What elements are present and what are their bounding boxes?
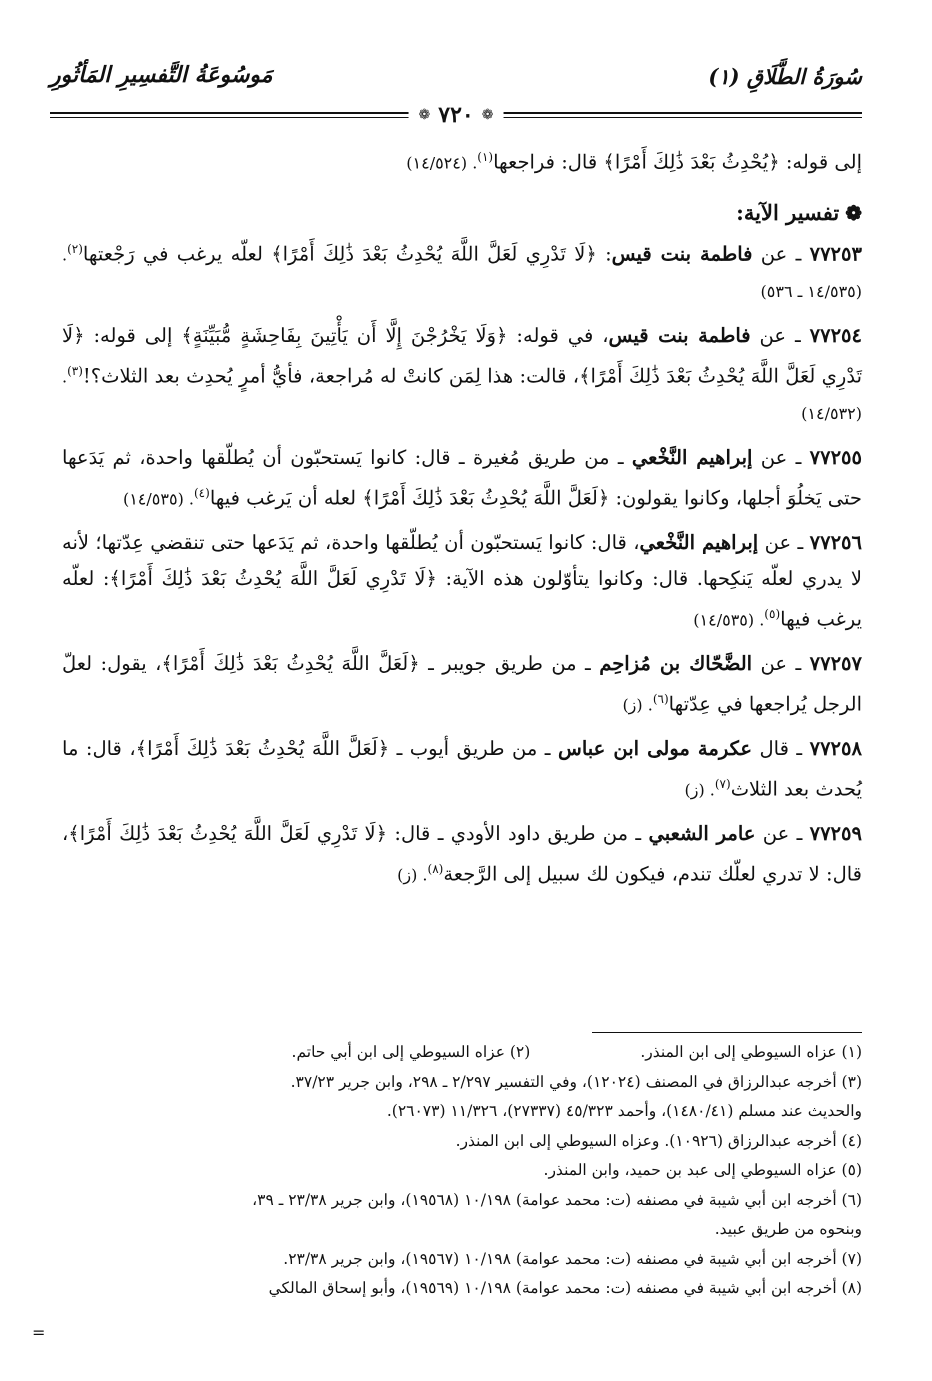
footnote-3: (٣) أخرجه عبدالرزاق في المصنف (١٢٠٢٤)، وفي التفسير ٢/٢٩٧ ـ ٢٩٨، وابن جرير ٣٧/٢٣. bbox=[290, 1072, 862, 1091]
entry-text: ، قال: كانوا يَستحبّون أن يُطلّقها واحدة، ثم يَدَعها حتى تنقضي عِدّتها؛ لأنه لا يدري لعلّه يَنكِحها. قال: وكانوا يتأوّلون هذه الآية: ﴿لَا تَدْرِي لَعَلَّ اللَّهَ يُحْدِثُ بَعْدَ ذَٰلِكَ أَمْرًا﴾: لعلّه يرغب فيها bbox=[62, 531, 862, 631]
entry-text: : ﴿لَا تَدْرِي لَعَلَّ اللَّهَ يُحْدِثُ بَعْدَ ذَٰلِكَ أَمْرًا﴾ لعلّه يرغب في رَجْعتها bbox=[82, 242, 612, 266]
footnote-8: (٨) أخرجه ابن أبي شيبة في مصنفه (ت: محمد عوامة) ١٠/١٩٨ (١٩٥٦٩)، وأبو إسحاق المالكي bbox=[268, 1279, 862, 1297]
volume-ref: . (١٤/٥٣٥) bbox=[693, 610, 765, 630]
volume-ref: . (ز) bbox=[397, 865, 428, 885]
intro-line: إلى قوله: ﴿يُحْدِثُ بَعْدَ ذَٰلِكَ أَمْرًا﴾ قال: فراجعها$^{(١)}$. (١٤/٥٢٤) bbox=[406, 150, 862, 174]
footnote-4: (٤) أخرجه عبدالرزاق (١٠٩٢٦). وعزاه السيوطي إلى ابن المنذر. bbox=[455, 1131, 862, 1150]
footnote-2: (٢) عزاه السيوطي إلى ابن أبي حاتم. bbox=[291, 1043, 531, 1061]
volume-ref: . (١٤/٥٢٤) bbox=[406, 153, 478, 173]
entry-text: ـ من طريق جويبر ـ ﴿لَعَلَّ اللَّهَ يُحْدِثُ بَعْدَ ذَٰلِكَ أَمْرًا﴾، يقول: لعلّ الرجل يُراجعها في عِدّتها bbox=[62, 652, 862, 716]
athar-entry: ٧٧٢٥٦ ـ عن إبراهيم النَّخْعي، قال: كانوا يَستحبّون أن يُطلّقها واحدة، ثم يَدَعها حتى تنقضي عِدّتها؛ لأنه لا يدري لعلّه يَنكِحها. قال: وكانوا يتأوّلون هذه الآية: ﴿لَا تَدْرِي لَعَلَّ اللَّهَ يُحْدِثُ بَعْدَ ذَٰلِكَ أَمْرًا﴾: لعلّه يرغب فيها$^{(٥)}$. (١٤/٥٣٥) bbox=[62, 531, 862, 631]
continuation-mark: = bbox=[32, 1323, 46, 1342]
narrator-name: عامر الشعبي bbox=[648, 822, 756, 846]
entry-number: ٧٧٢٥٨ bbox=[809, 737, 862, 761]
narrator-name: إبراهيم النَّخْعي bbox=[631, 446, 753, 470]
narrator-name: فاطمة بنت قيس bbox=[608, 324, 751, 348]
entry-text: ـ من طريق مُغيرة ـ قال: كانوا يَستحبّون أن يُطلّقها واحدة، ثم يَدَعها حتى يَخلُوَ أجلها، وكانوا يقولون: ﴿لَعَلَّ اللَّهَ يُحْدِثُ بَعْدَ ذَٰلِكَ أَمْرًا﴾ لعله أن يَرغب فيها bbox=[62, 446, 862, 510]
volume-ref: . (ز) bbox=[622, 695, 653, 715]
entry-text: ، في قوله: ﴿وَلَا يَخْرُجْنَ إِلَّا أَن يَأْتِينَ بِفَاحِشَةٍ مُّبَيِّنَةٍ﴾ إلى قوله: ﴿لَا تَدْرِي لَعَلَّ اللَّهَ يُحْدِثُ بَعْدَ ذَٰلِكَ أَمْرًا﴾، قالت: هذا لِمَن كانتْ له مُراجعة، فأيُّ أمرٍ يُحدِث بعد الثلاث؟! bbox=[62, 324, 862, 388]
flower-icon: ❁ bbox=[845, 201, 862, 226]
volume-ref: . (١٤/٥٣٢) bbox=[62, 367, 862, 424]
entry-number: ٧٧٢٥٤ bbox=[809, 324, 862, 348]
athar-entry: ٧٧٢٥٤ ـ عن فاطمة بنت قيس، في قوله: ﴿وَلَا يَخْرُجْنَ إِلَّا أَن يَأْتِينَ بِفَاحِشَةٍ مُّبَيِّنَةٍ﴾ إلى قوله: ﴿لَا تَدْرِي لَعَلَّ اللَّهَ يُحْدِثُ بَعْدَ ذَٰلِكَ أَمْرًا﴾، قالت: هذا لِمَن كانتْ له مُراجعة، فأيُّ أمرٍ يُحدِث بعد الثلاث؟!$^{(٣)}$. (١٤/٥٣٢) bbox=[62, 324, 862, 424]
athar-entry: ٧٧٢٥٩ ـ عن عامر الشعبي ـ من طريق داود الأودي ـ قال: ﴿لَا تَدْرِي لَعَلَّ اللَّهَ يُحْدِثُ بَعْدَ ذَٰلِكَ أَمْرًا﴾، قال: لا تدري لعلّك تندم، فيكون لك سبيل إلى الرَّجعة$^{(٨)}$. (ز) bbox=[62, 822, 862, 886]
athar-entry: ٧٧٢٥٥ ـ عن إبراهيم النَّخْعي ـ من طريق مُغيرة ـ قال: كانوا يَستحبّون أن يُطلّقها واحدة، ثم يَدَعها حتى يَخلُوَ أجلها، وكانوا يقولون: ﴿لَعَلَّ اللَّهَ يُحْدِثُ بَعْدَ ذَٰلِكَ أَمْرًا﴾ لعله أن يَرغب فيها$^{(٤)}$. (١٤/٥٣٥) bbox=[62, 446, 862, 510]
footnote-marker: (٤) bbox=[193, 485, 210, 500]
narrator-name: عكرمة مولى ابن عباس bbox=[558, 737, 752, 761]
footnote-marker: (٨) bbox=[427, 862, 444, 877]
footnote-1: (١) عزاه السيوطي إلى ابن المنذر. bbox=[640, 1043, 862, 1061]
surah-title: سُورَةُ الطَّلَاقِ (١) bbox=[708, 64, 862, 89]
footnote-7: (٧) أخرجه ابن أبي شيبة في مصنفه (ت: محمد عوامة) ١٠/١٩٨ (١٩٥٦٧)، وابن جرير ٢٣/٣٨. bbox=[283, 1249, 862, 1268]
footnote-6: (٦) أخرجه ابن أبي شيبة في مصنفه (ت: محمد عوامة) ١٠/١٩٨ (١٩٥٦٨)، وابن جرير ٢٣/٣٨ ـ ٣٩، bbox=[252, 1190, 862, 1209]
narrator-name: فاطمة بنت قيس bbox=[611, 242, 753, 266]
volume-ref: . (١٤/٥٣٥ ـ ٥٣٦) bbox=[62, 245, 862, 302]
athar-entry: ٧٧٢٥٨ ـ قال عكرمة مولى ابن عباس ـ من طريق أيوب ـ ﴿لَعَلَّ اللَّهَ يُحْدِثُ بَعْدَ ذَٰلِكَ أَمْرًا﴾، قال: ما يُحدث بعد الثلاث$^{(٧)}$. (ز) bbox=[62, 737, 862, 801]
entry-number: ٧٧٢٥٩ bbox=[809, 822, 862, 846]
main-text bbox=[62, 140, 862, 901]
book-title: مَوسُوعَةُ التَّفسِيرِ المَأثُورِ bbox=[50, 62, 273, 88]
footnote-row bbox=[62, 1038, 862, 1068]
footnote-separator bbox=[592, 1032, 862, 1033]
entry-number: ٧٧٢٥٣ bbox=[809, 242, 862, 266]
volume-ref: . (١٤/٥٣٥) bbox=[122, 489, 194, 509]
volume-ref: . (ز) bbox=[684, 780, 715, 800]
page-number: ٧٢٠ bbox=[438, 102, 474, 128]
footnote-6-cont: وبنحوه من طريق عبيد. bbox=[714, 1220, 862, 1238]
section-heading: ❁تفسير الآية: bbox=[736, 200, 862, 226]
footnote-marker: (١) bbox=[477, 150, 494, 164]
entry-number: ٧٧٢٥٧ bbox=[809, 652, 862, 676]
ornament-icon: ❁ bbox=[418, 107, 431, 123]
athar-entry: ٧٧٢٥٧ ـ عن الضَّحّاك بن مُزاحِم ـ من طريق جويبر ـ ﴿لَعَلَّ اللَّهَ يُحْدِثُ بَعْدَ ذَٰلِكَ أَمْرًا﴾، يقول: لعلّ الرجل يُراجعها في عِدّتها$^{(٦)}$. (ز) bbox=[62, 652, 862, 716]
entry-text: ـ من طريق داود الأودي ـ قال: ﴿لَا تَدْرِي لَعَلَّ اللَّهَ يُحْدِثُ بَعْدَ ذَٰلِكَ أَمْرًا﴾، قال: لا تدري لعلّك تندم، فيكون لك سبيل إلى الرَّجعة bbox=[62, 822, 862, 886]
footnote-marker: (٦) bbox=[652, 691, 669, 706]
footnote-marker: (٥) bbox=[764, 606, 781, 621]
footnote-marker: (٣) bbox=[67, 363, 83, 378]
footnote-3-cont: والحديث عند مسلم (١٤٨٠/٤١)، وأحمد ٤٥/٣٢٣ (٢٧٣٣٧)، ١١/٣٢٦ (٢٦٠٧٣). bbox=[386, 1102, 862, 1120]
page-number-box bbox=[409, 102, 504, 128]
footnotes bbox=[62, 1038, 862, 1304]
footnote-5: (٥) عزاه السيوطي إلى عبد بن حميد، وابن المنذر. bbox=[543, 1161, 862, 1179]
footnote-marker: (٢) bbox=[67, 242, 83, 257]
footnote-marker: (٧) bbox=[714, 776, 731, 791]
athar-entry: ٧٧٢٥٣ ـ عن فاطمة بنت قيس: ﴿لَا تَدْرِي لَعَلَّ اللَّهَ يُحْدِثُ بَعْدَ ذَٰلِكَ أَمْرًا﴾ لعلّه يرغب في رَجْعتها$^{(٢)}$. (١٤/٥٣٥ ـ ٥٣٦) bbox=[62, 242, 862, 302]
entry-text: ـ من طريق أيوب ـ ﴿لَعَلَّ اللَّهَ يُحْدِثُ بَعْدَ ذَٰلِكَ أَمْرًا﴾، قال: ما يُحدث بعد الثلاث bbox=[62, 737, 862, 801]
narrator-name: الضَّحّاك بن مُزاحِم bbox=[599, 652, 753, 676]
narrator-name: إبراهيم النَّخْعي bbox=[639, 531, 759, 555]
ornament-icon: ❁ bbox=[481, 107, 494, 123]
running-header bbox=[50, 58, 862, 128]
entry-number: ٧٧٢٥٥ bbox=[809, 446, 862, 470]
entry-number: ٧٧٢٥٦ bbox=[809, 531, 862, 555]
